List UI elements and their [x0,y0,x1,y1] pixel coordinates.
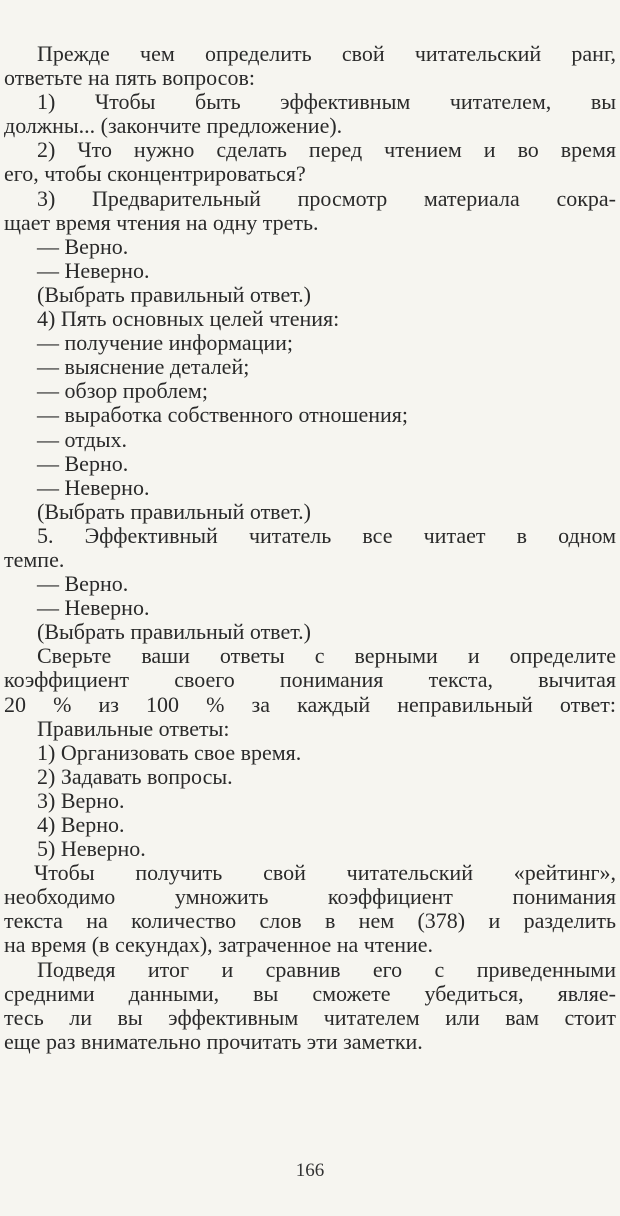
text-line: Подведя итог и сравнив его с приведенными [37,956,616,982]
text-line: текста на количество слов в нем (378) и разделить [4,908,616,934]
text-line: 2) Задавать вопросы. [37,763,233,789]
text-line: коэффициент своего понимания текста, вычитая [4,667,616,693]
text-line: 4) Пять основных целей чтения: [37,306,340,332]
text-line: средними данными, вы сможете убедиться, являе- [4,980,616,1006]
text-line: — выяснение деталей; [37,354,250,380]
text-line: — Верно. [37,233,129,259]
text-line: — Неверно. [37,595,150,621]
text-line: (Выбрать правильный ответ.) [37,498,311,524]
text-line: темпе. [4,546,65,572]
text-line: 3) Предварительный просмотр материала сокра- [37,185,616,211]
text-line: — Неверно. [37,474,150,500]
text-line: 1) Организовать свое время. [37,739,302,765]
text-line: — отдых. [37,426,128,452]
text-line: ответьте на пять вопросов: [4,65,255,91]
text-line: 3) Верно. [37,787,125,813]
text-line: Сверьте ваши ответы с верными и определите [37,643,616,669]
body-text [4,42,616,1054]
text-line: Чтобы получить свой читательский «рейтинг», [34,860,616,886]
text-line: щает время чтения на одну треть. [4,209,319,235]
text-line: — получение информации; [37,330,294,356]
text-line: — Верно. [37,571,129,597]
text-line: — Неверно. [37,257,150,283]
text-line: должны... (закончите предложение). [4,113,343,139]
text-line: — выработка собственного отношения; [37,402,409,428]
text-line: на время (в секундах), затраченное на чтение. [4,932,434,958]
text-line: его, чтобы сконцентрироваться? [4,161,306,187]
text-line: 5) Неверно. [37,836,146,862]
text-line: — Верно. [37,450,129,476]
text-line: 5. Эффективный читатель все читает в одном [37,522,616,548]
text-line: (Выбрать правильный ответ.) [37,619,311,645]
text-line: Правильные ответы: [37,715,230,741]
text-line: — обзор проблем; [37,378,208,404]
text-line: (Выбрать правильный ответ.) [37,281,311,307]
text-line: Прежде чем определить свой читательский ранг, [37,41,616,66]
text-line: еще раз внимательно прочитать эти заметки. [4,1028,423,1054]
text-line: 2) Что нужно сделать перед чтением и во время [37,137,616,163]
text-line: 4) Верно. [37,812,125,837]
text-line: тесь ли вы эффективным читателем или вам стоит [4,1004,616,1030]
page-number: 166 [295,1160,325,1181]
text-line: необходимо умножить коэффициент понимания [4,884,616,910]
text-line: 20 % из 100 % за каждый неправильный ответ: [4,691,616,717]
text-line: 1) Чтобы быть эффективным читателем, вы [37,89,616,115]
